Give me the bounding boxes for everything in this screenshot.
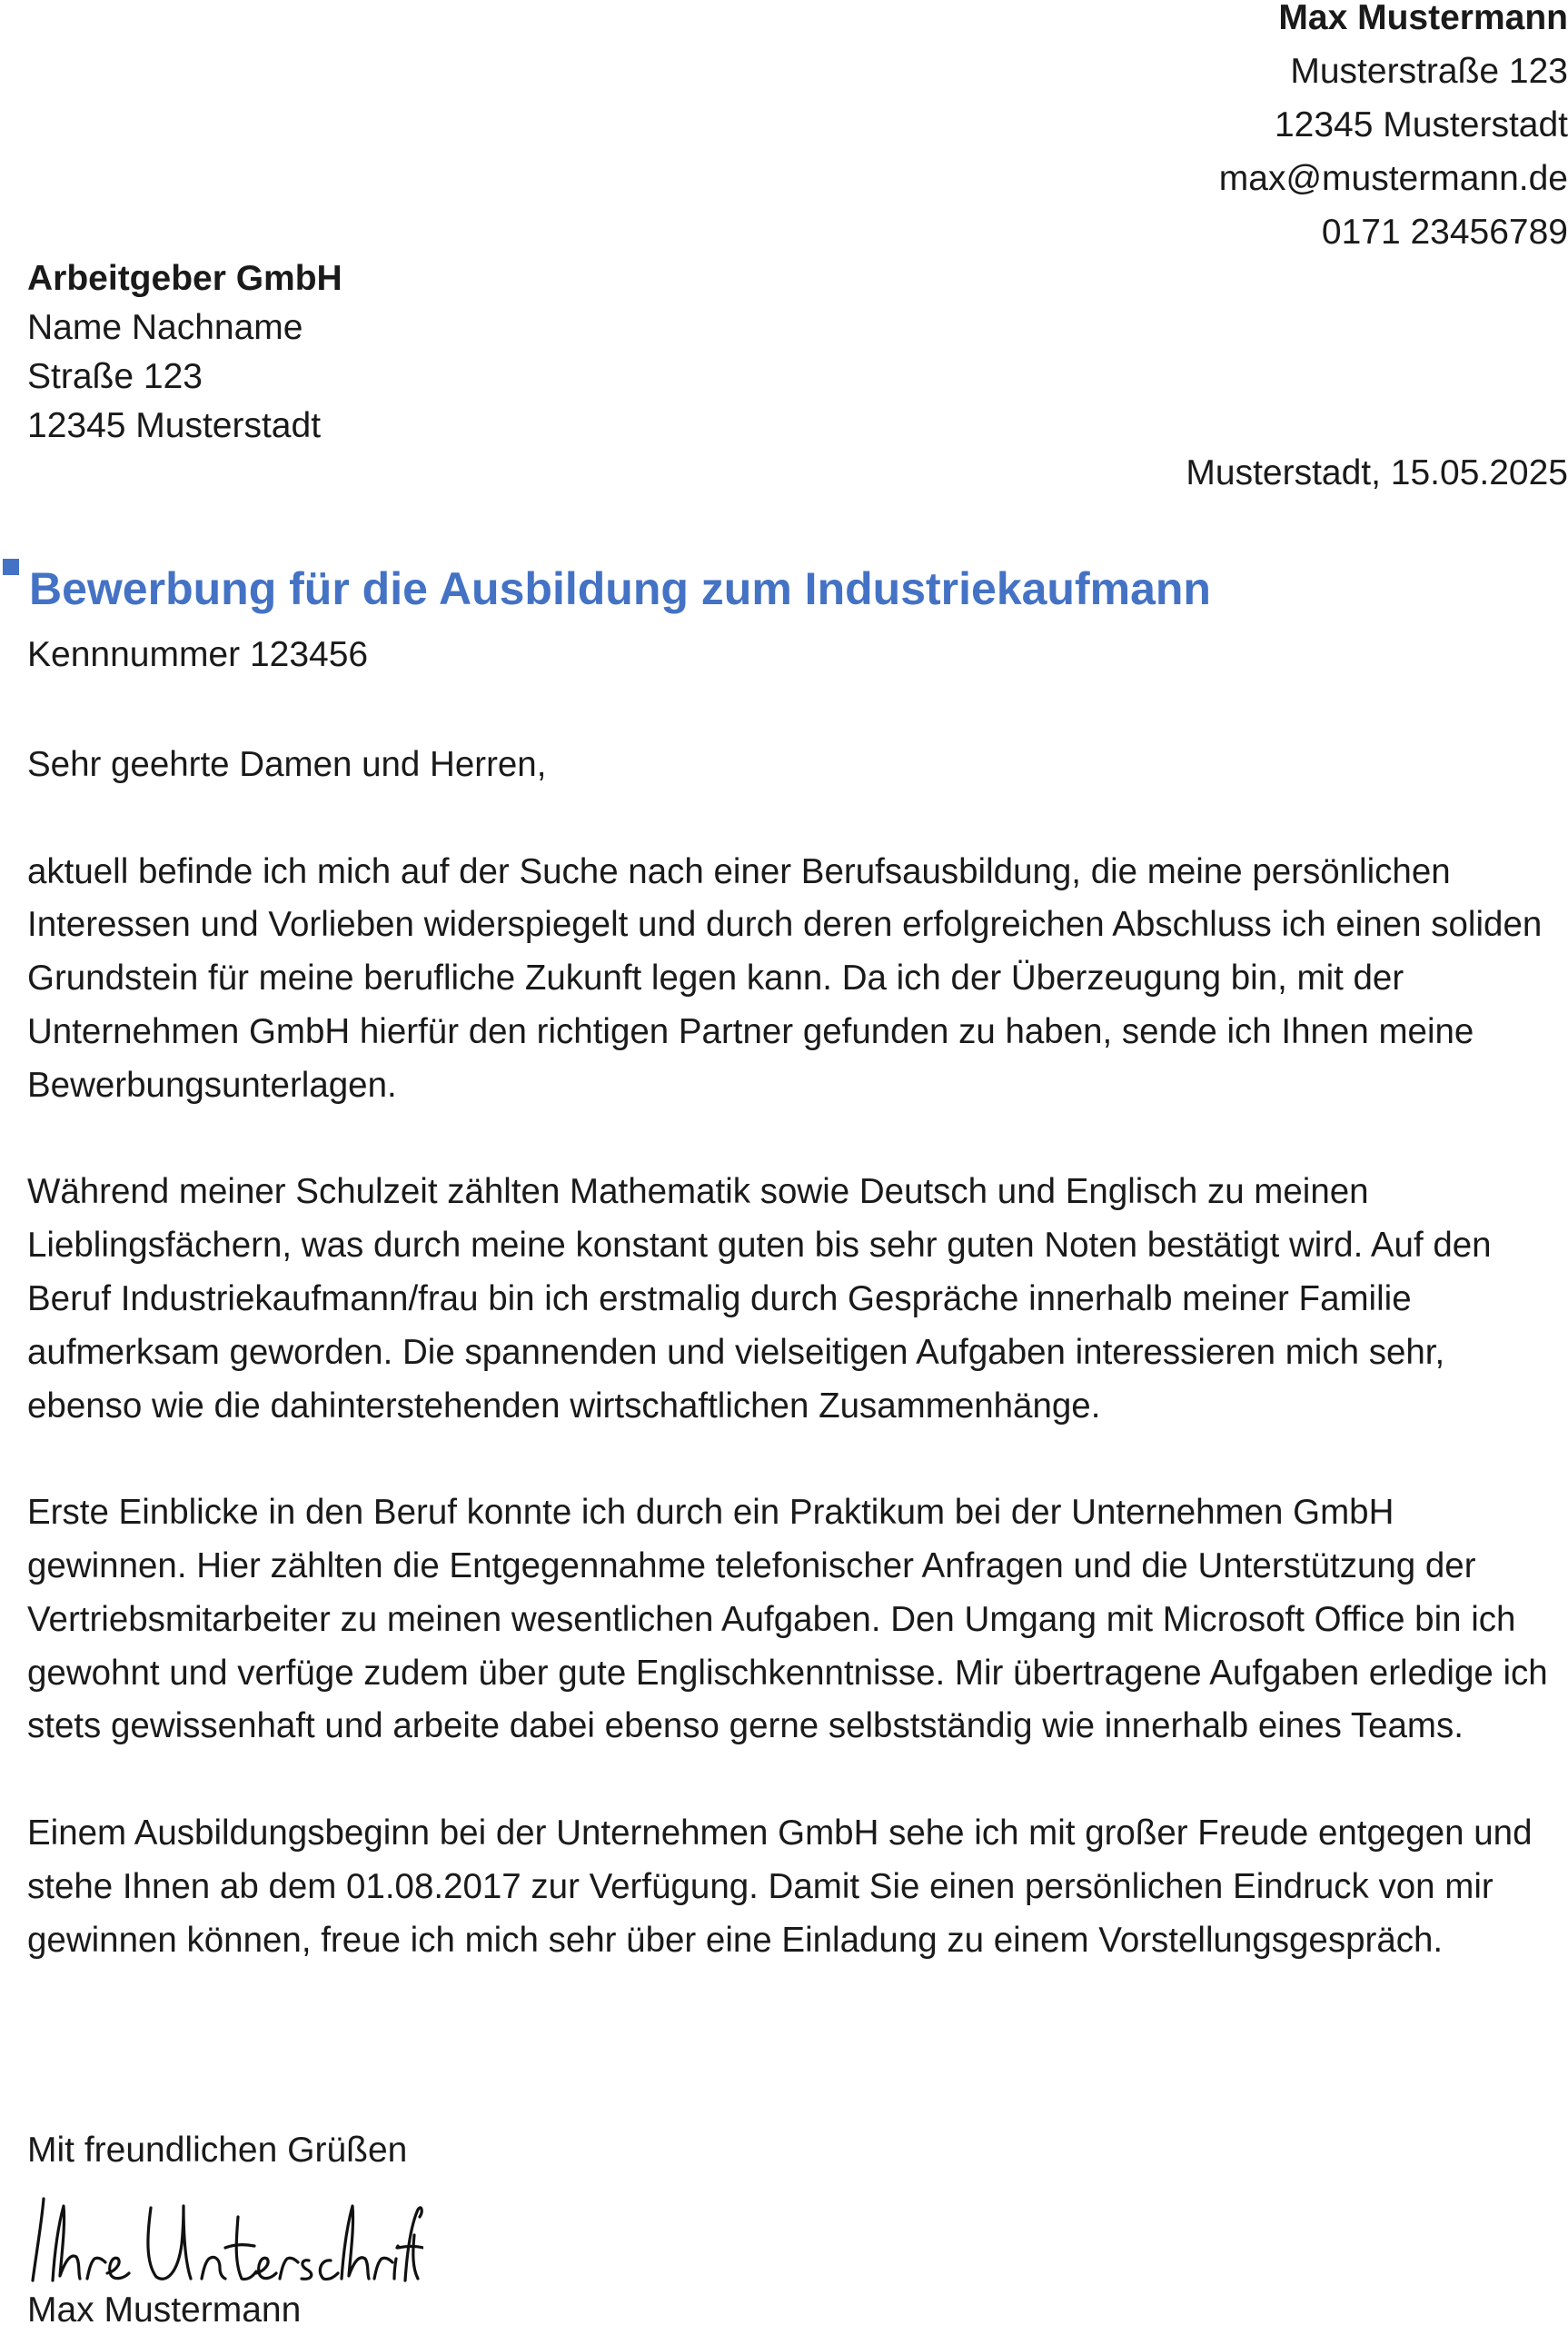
signer-name: Max Mustermann — [27, 2290, 302, 2330]
recipient-block — [27, 254, 342, 451]
body-paragraph: aktuell befinde ich mich auf der Suche nach einer Berufsausbildung, die meine persönlichen Interessen und Vorlieben widerspiegelt und durch deren erfolgreichen Abschluss ich einen soliden Grundstein für meine berufliche Zukunft legen kann. Da ich der Überzeugung bin, mit der Unternehmen GmbH hierfür den richtigen Partner gefunden zu haben, sende ich Ihnen meine Bewerbungsunterlagen. — [27, 851, 1543, 1105]
subject-marker — [3, 559, 19, 575]
letter-body — [27, 739, 1563, 2021]
recipient-company: Arbeitgeber GmbH — [27, 259, 342, 298]
body-paragraph: Erste Einblicke in den Beruf konnte ich durch ein Praktikum bei der Unternehmen GmbH gewinnen. Hier zählten die Entgegennahme telefonischer Anfragen und die Unterstützung der Vertriebsmitarbeiter zu meinen wesentlichen Aufgaben. Den Umgang mit Microsoft Office bin ich gewohnt und verfüge zudem über gute Englischkenntnisse. Mir übertragene Aufgaben erledige ich stets gewissenhaft und arbeite dabei ebenso gerne selbstständig wie innerhalb eines Teams. — [27, 1493, 1548, 1746]
letter-date: Musterstadt, 15.05.2025 — [1186, 453, 1568, 492]
body-paragraph: Während meiner Schulzeit zählten Mathematik sowie Deutsch und Englisch zu meinen Lieblingsfächern, was durch meine konstant guten bis sehr guten Noten bestätigt wird. Auf den Beruf Industriekaufmann/frau bin ich erstmalig durch Gespräche innerhalb meiner Familie aufmerksam geworden. Die spannenden und vielseitigen Aufgaben interessieren mich sehr, ebenso wie die dahinterstehenden wirtschaftlichen Zusammenhänge. — [27, 1172, 1492, 1426]
recipient-contact: Name Nachname — [27, 308, 303, 347]
letter-subject: Bewerbung für die Ausbildung zum Industriekaufmann — [29, 563, 1211, 614]
signature-image — [24, 2190, 423, 2290]
salutation: Sehr geehrte Damen und Herren, — [27, 745, 547, 784]
sender-name: Max Mustermann — [1278, 0, 1568, 37]
sender-city: 12345 Musterstadt — [1274, 105, 1568, 144]
sender-email: max@mustermann.de — [1218, 159, 1568, 198]
closing-phrase: Mit freundlichen Grüßen — [27, 2131, 408, 2170]
recipient-city: 12345 Musterstadt — [27, 406, 322, 445]
sender-street: Musterstraße 123 — [1290, 52, 1568, 91]
reference-number: Kennnummer 123456 — [27, 635, 369, 674]
recipient-street: Straße 123 — [27, 357, 203, 396]
body-paragraph: Einem Ausbildungsbeginn bei der Unternehmen GmbH sehe ich mit großer Freude entgegen und stehe Ihnen ab dem 01.08.2017 zur Verfügung. Damit Sie einen persönlichen Eindruck von mir gewinnen können, freue ich mich sehr über eine Einladung zu einem Vorstellungsgespräch. — [27, 1813, 1533, 1960]
sender-phone: 0171 23456789 — [1321, 213, 1568, 252]
sender-block — [1219, 0, 1568, 259]
